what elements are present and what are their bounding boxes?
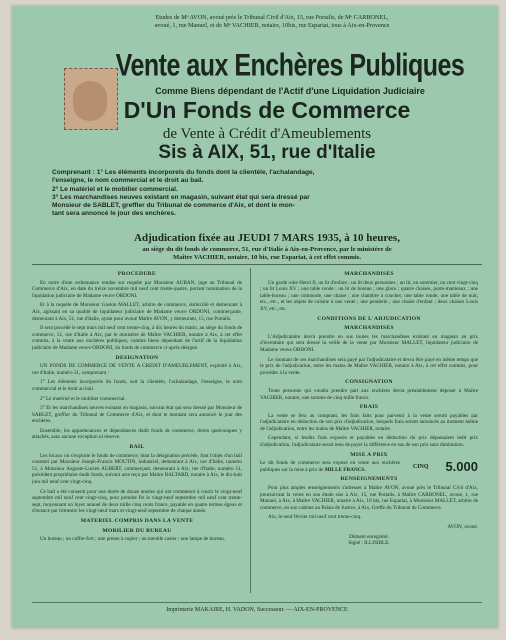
paragraph: En outre d'une ordonnance rendue sur requête par Monsieur AUBAN, juge au Tribunal de Commerce d'Aix, en date du treize novembre mil neuf cent trente-quatre, portant nomination de la liquidation judiciaire de Madame veuve ORDONI.	[32, 279, 242, 299]
paragraph: Un garde robe Henri II, un lit d'enfant ; un lit deux personnes ; un lit, un sommier, un cent vingt-cinq ; un lit Louis XV ; une table ronde ; un lit de bureau ; une glace ; quatre chaises, porte-manteaux ; une table-bureau ; une commode, une chaise ; une chambre à coucher, une table ronde, une table de nuit, etc., etc., et les objets de cuisine à une vente ; une penderie ; une chaise d'enfant ; deux chaises Louis XV, etc., etc.	[260, 279, 478, 312]
footer-divider	[32, 602, 482, 603]
section-divider	[32, 264, 482, 265]
paragraph: 1° Les éléments incorporels du fonds, soit la clientèle, l'achalandage, l'enseigne, le nom commercial et le droit au bail.	[32, 379, 242, 392]
registration: Dûment enregistré.	[349, 533, 389, 540]
heading-materiel: MATERIEL COMPRIS DANS LA VENTE	[80, 518, 194, 524]
adjudication-line: Maître VACHIER, notaire, 10 bis, rue Espariat, à cet effet commis.	[173, 254, 361, 262]
paragraph: Le montant de ces marchandises sera payé par l'adjudicataire et devra être payé en même temps que le prix de l'adjudication, entre les mains de Maître VACHIER, notaire à Aix, à cet effet commis, pour procéder à la vente.	[260, 356, 478, 376]
mise-value: 5.000	[445, 458, 478, 474]
adjudication-details	[42, 246, 492, 263]
right-column	[260, 268, 478, 550]
heading-mise-a-prix: MISE A PRIX	[350, 451, 388, 458]
paragraph: Et à la requête de Monsieur Gaston MALLET, arbitre de commerce, domicilié et demeurant à Aix, agissant en sa qualité de liquidateur judiciaire de Madame veuve ORDONI, commerçante, demeurant à Aix, 51, rue d'Italie, ayant pour avoué Maître AVON, y demeurant, 15, rue Portalis.	[32, 302, 242, 322]
comprenant-line: 3° Les marchandises neuves existant en magasin, suivant état qui sera dressé par	[52, 193, 310, 201]
main-subtitle: Comme Biens dépendant de l'Actif d'une Liquidation Judiciaire	[155, 86, 425, 96]
heading-bail: BAIL	[129, 444, 145, 451]
printer-footer: Imprimerie MAKAIRE, H. VADON, Successeur. — AIX-EN-PROVENCE	[166, 607, 348, 613]
header-line-2: avoué, 1, rue Manuel, et de Mᵉ VACHIER, notaire, 10bis, rue Espariat, tous à Aix-en-Provence	[154, 22, 390, 29]
header-line-1: Etudes de Mᵉ AVON, avoué près le Tribunal Civil d'Aix, 15, rue Portalis, de Mᵉ CARBONEL,	[155, 14, 389, 21]
heading-conditions-sub: MARCHANDISES	[344, 325, 394, 332]
heading-consignation: CONSIGNATION	[345, 379, 393, 386]
paragraph: L'Adjudicataire devra prendre en sus toutes les marchandises existant en magasin au prix d'inventaire qui sera dressé la veille de la vente par Monsieur MALLET, liquidateur judiciaire de Madame veuve ORDONI.	[260, 333, 478, 353]
fonds-title: D'Un Fonds de Commerce	[123, 97, 411, 123]
mise-words: CINQ	[412, 463, 429, 470]
address-title: Sis à AIX, 51, rue d'Italie	[158, 142, 376, 163]
main-title: Vente aux Enchères Publiques	[115, 48, 465, 83]
paragraph: Il sera procédé le sept mars mil neuf cent trente-cinq, à dix heures du matin, au siège du fonds de commerce, 51, rue d'Italie à Aix, par le ministère de Maître VACHIER, notaire à Aix, à cet effet commis, à la vente aux enchères publiques, comme biens dépendant de l'actif de la liquidation judiciaire de Madame veuve ORDONI, du fonds de commerce ci-après désigné.	[32, 325, 242, 351]
paragraph: Cependant, si lesdits frais exposés et payables en déduction du prix dépassaient ledit prix d'adjudication, l'adjudicataire serait tenu de payer la différence en sus de son prix sans diminution.	[260, 435, 478, 449]
paragraph: Un bureau ; un coffre-fort ; une presse à copier ; un meuble casier ; une lampe de bureau.	[40, 536, 225, 543]
paragraph: Pour plus amples renseignements s'adresser à Maître AVON, avoué près le Tribunal Civil d'Aix, poursuivant la vente en son étude sise à Aix, 15, rue Portalis, à Maître CARBONEL, avoué, 1, rue Manuel, à Aix, à Maître VACHIER, notaire à Aix, 10 bis, rue Espariat, à Monsieur MALLET, arbitre de commerce, en son cabinet au Palais de Justice, à Aix, Greffe du Tribunal de Commerce.	[260, 485, 478, 511]
heading-marchandises: MARCHANDISES	[344, 271, 394, 277]
heading-procedure: PROCEDURE	[117, 271, 157, 277]
heading-conditions: CONDITIONS DE L'ADJUDICATION	[317, 315, 421, 322]
signed: Signé : ILLISIBLE.	[348, 540, 390, 547]
comprenant-line: Monsieur de SABLET, greffier du Tribunal de commerce d'Aix, et dont le mon-	[52, 202, 296, 210]
heading-designation: DESIGNATION	[115, 354, 159, 361]
column-divider	[250, 268, 251, 593]
mise-description: Le dit fonds de commerce sera exposé en vente aux enchères publiques sur la mise à prix de	[260, 460, 400, 473]
comprenant-line: l'enseigne, le nom commercial et le droit au bail.	[52, 177, 204, 185]
heading-renseignements: RENSEIGNEMENTS	[340, 476, 398, 483]
auction-poster	[12, 6, 498, 628]
paragraph: 2° Le matériel et le mobilier commercial.	[40, 395, 126, 402]
comprenant-block	[52, 169, 482, 219]
paragraph: Ce bail a été consenti pour une durée de douze années qui ont commencé à courir le vingt-neuf septembre mil neuf cent vingt-cinq, pour prendre fin le vingt-neuf septembre mil neuf cent trente-sept, moyennant un loyer annuel de deux mille cinq cents francs, payable en quatre termes égaux et d'avance par trimestre les vingt-neuf mars et vingt-neuf septembre de chaque année.	[32, 488, 242, 515]
poster-header	[72, 14, 472, 30]
comprenant-line: 2° Le matériel et le mobilier commercial.	[52, 185, 178, 193]
left-column	[32, 268, 242, 546]
paragraph: Aix, le neuf février mil neuf cent trente-cinq.	[268, 514, 362, 521]
signature: AVON, avoué.	[447, 524, 478, 530]
adjudication-line: au siège du dit fonds de commerce, 51, rue d'Italie à Aix-en-Provence, par le ministère de	[142, 246, 392, 253]
heading-frais: FRAIS	[359, 404, 379, 411]
comprenant-line: Comprenant : 1° Les éléments incorporels du fonds dont la clientèle, l'achalandage,	[52, 169, 315, 176]
mise-francs: MILLE FRANCS.	[324, 466, 366, 473]
paragraph: Ensemble, les appartenances et dépendances dudit fonds de commerce, droits quelconques y attachés, sans aucune exception ni réserve.	[32, 427, 242, 441]
paragraph: Les locaux où s'exploite le fonds de commerce, dont la désignation précède, font l'objet d'un bail consenti par Monsieur Joseph-Francis MOUTIN, industriel, demeurant à Aix, rue d'Italie, numéro 51, à Monsieur Auguste-Lucien AUBERT, commerçant, demeurant à Aix, rue d'Italie, numéro 51, précédent propriétaire dudit fonds, suivant acte reçu par Maître BALTARD, notaire à Aix, le dix-huit juin mil neuf cent vingt-cinq.	[32, 452, 242, 486]
paragraph: 3° Et les marchandises neuves existant en magasin, suivant état qui sera dressé par Monsieur de SABLET, greffier du Tribunal de Commerce d'Aix, et dont le montant sera annoncé le jour des enchères.	[32, 405, 242, 425]
comprenant-line: tant sera annoncé le jour des enchères.	[52, 210, 176, 218]
vente-subtitle: de Vente à Crédit d'Ameublements	[162, 126, 372, 142]
paragraph: Toute personne qui voudra prendre part aux enchères devra préalablement déposer à Maître VACHIER, notaire, une somme de cinq mille francs.	[260, 387, 478, 401]
heading-mobilier: MOBILIER DU BUREAU	[102, 527, 172, 534]
mise-text	[260, 460, 400, 473]
paragraph: UN FONDS DE COMMERCE DE VENTE A CREDIT D'AMEUBLEMENT, exploité à Aix, rue d'Italie, numéro 51, comprenant :	[32, 363, 242, 376]
adjudication-date: Adjudication fixée au JEUDI 7 MARS 1935, à 10 heures,	[134, 232, 400, 244]
paragraph: La vente se fera au comptant, les frais faits pour parvenir à la vente seront payables par l'adjudicataire en déduction de son prix d'adjudication, lesquels frais seront annoncés au moment même de l'adjudication, entre les mains de Maître VACHIER, notaire.	[260, 412, 478, 432]
mise-a-prix	[260, 460, 478, 473]
